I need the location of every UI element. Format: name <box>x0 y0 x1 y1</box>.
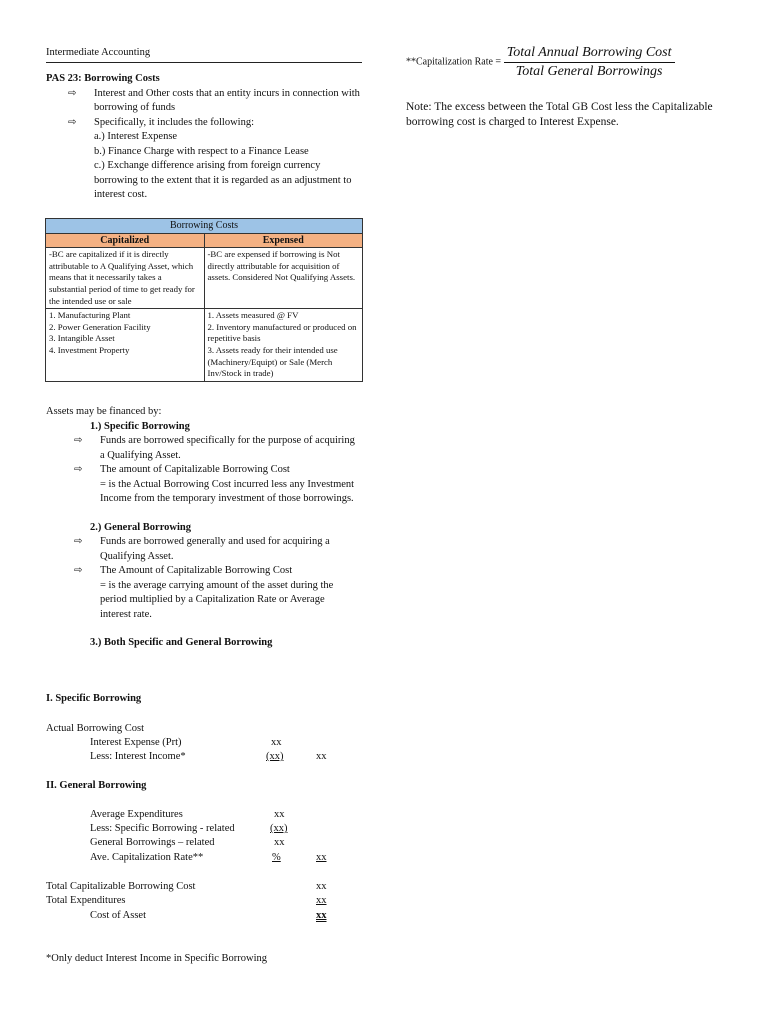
both-title: 3.) Both Specific and General Borrowing <box>90 637 273 648</box>
cap-rate-fraction <box>504 44 675 81</box>
cap-rate-val: % <box>272 852 281 863</box>
total-cap-val: xx <box>316 881 327 892</box>
arrow-right-icon: ⇨ <box>74 536 83 547</box>
total-exp-val: xx <box>316 895 327 906</box>
arrow-right-icon: ⇨ <box>74 435 83 446</box>
total-exp-label: Total Expenditures <box>46 895 126 906</box>
avg-expenditures-label: Average Expenditures <box>90 809 183 820</box>
less-interest-income-label: Less: Interest Income* <box>90 751 186 762</box>
arrow-right-icon: ⇨ <box>68 116 77 128</box>
actual-label: Actual Borrowing Cost <box>46 723 144 734</box>
section-title: PAS 23: Borrowing Costs <box>46 73 160 84</box>
specific-title: 1.) Specific Borrowing <box>90 420 190 432</box>
col-expensed: Expensed <box>204 233 363 248</box>
general-related-val: xx <box>274 837 285 848</box>
arrow-right-icon: ⇨ <box>68 87 77 99</box>
specific-total-val: xx <box>316 751 327 762</box>
general-bullet-2: ⇨ The Amount of Capitalizable Borrowing Cost = is the average carrying amount of the asset during the period multiplied by a Capitalization Rate or Average interest rate. <box>74 565 334 620</box>
interest-expense-label: Interest Expense (Prt) <box>90 737 182 748</box>
general-total-val: xx <box>316 852 327 863</box>
arrow-right-icon: ⇨ <box>74 565 83 576</box>
bullet-1: ⇨ Interest and Other costs that an entity incurs in connection with borrowing of funds <box>68 87 360 113</box>
header-title: Intermediate Accounting <box>46 47 151 58</box>
header <box>46 46 362 63</box>
cap-rate-formula <box>406 44 726 81</box>
note: Note: The excess between the Total GB Cost less the Capitalizable borrowing cost is charged to Interest Expense. <box>406 101 713 128</box>
general-bullet-1: ⇨ Funds are borrowed generally and used for acquiring a Qualifying Asset. <box>74 536 330 562</box>
arrow-right-icon: ⇨ <box>74 464 83 475</box>
financing-section <box>46 405 366 651</box>
cap-rate-label: Ave. Capitalization Rate** <box>90 852 204 863</box>
avg-expenditures-val: xx <box>274 809 285 820</box>
specific-comp-title: I. Specific Borrowing <box>46 693 142 704</box>
fraction-denominator: Total General Borrowings <box>515 64 663 79</box>
less-interest-income-val: (xx) <box>266 751 284 762</box>
cap-rate-formula-label: **Capitalization Rate = <box>406 56 502 68</box>
list-item: a.) Interest Expense <box>94 131 178 142</box>
cap-list: 1. Manufacturing Plant 2. Power Generation Facility 3. Intangible Asset 4. Investment Property <box>46 309 205 382</box>
financing-intro: Assets may be financed by: <box>46 406 162 417</box>
general-title: 2.) General Borrowing <box>90 521 192 533</box>
borrowing-costs-table <box>45 218 363 382</box>
footnote: *Only deduct Interest Income in Specific Borrowing <box>46 953 268 964</box>
bullet-2: ⇨ Specifically, it includes the following: <box>68 116 366 131</box>
list-item: b.) Finance Charge with respect to a Finance Lease <box>94 145 309 157</box>
general-related-label: General Borrowings – related <box>90 837 215 848</box>
specific-bullet-2: ⇨ The amount of Capitalizable Borrowing Cost = is the Actual Borrowing Cost incurred less any Investment Income from the temporary investment of those borrowings. <box>74 464 355 504</box>
fraction-numerator: Total Annual Borrowing Cost <box>504 44 675 63</box>
list-item: c.) Exchange difference arising from foreign currency borrowing to the extent that it is regarded as an adjustment to interest cost. <box>94 160 352 200</box>
less-specific-label: Less: Specific Borrowing - related <box>90 823 235 834</box>
less-specific-val: (xx) <box>270 823 288 834</box>
general-comp-title: II. General Borrowing <box>46 780 147 791</box>
cost-asset-val: xx <box>316 910 327 921</box>
specific-bullet-1: ⇨ Funds are borrowed specifically for the purpose of acquiring a Qualifying Asset. <box>74 435 355 461</box>
exp-list: 1. Assets measured @ FV 2. Inventory manufactured or produced on repetitive basis 3. Assets ready for their intended use (Machinery/Equipt) or Sale (Merch Inv/Stock in trade) <box>204 309 363 382</box>
interest-expense-val: xx <box>271 737 282 748</box>
cost-asset-label: Cost of Asset <box>90 910 147 921</box>
exp-desc: -BC are expensed if borrowing is Not directly attributable for acquisition of assets. Considered Not Qualifying Assets. <box>204 248 363 309</box>
table-title: Borrowing Costs <box>46 219 363 234</box>
col-capitalized: Capitalized <box>46 233 205 248</box>
pas23-section <box>46 72 366 203</box>
cap-desc: -BC are capitalized if it is directly attributable to A Qualifying Asset, which means that it necessarily takes a substantial period of time to get ready for the intended use or sale <box>46 248 205 309</box>
total-cap-label: Total Capitalizable Borrowing Cost <box>46 881 196 892</box>
